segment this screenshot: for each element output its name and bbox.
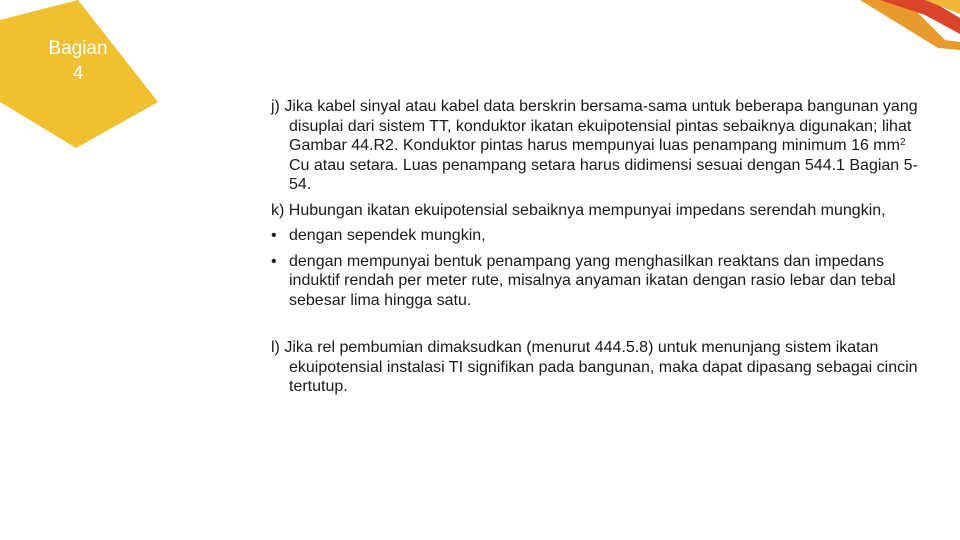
bullet-dot: • [271, 252, 277, 270]
paragraph-j [271, 97, 921, 195]
bullet-text: dengan mempunyai bentuk penampang yang menghasilkan reaktans dan impedans induktif rendah per meter rute, misalnya anyaman ikatan dengan rasio lebar dan tebal sebesar lima hingga satu. [289, 252, 896, 309]
badge-line-1: Bagian [48, 38, 108, 59]
body-text [271, 97, 921, 397]
section-badge [0, 0, 160, 150]
superscript-2: 2 [899, 137, 906, 148]
bullet-item [271, 226, 921, 246]
badge-label [24, 36, 132, 86]
bullet-dot: • [271, 227, 277, 244]
paragraph-j-text-2: Cu atau setara. Luas penampang setara harus didimensi sesuai dengan 544.1 Bagian 5-54. [289, 156, 918, 193]
paragraph-l: l) Jika rel pembumian dimaksudkan (menurut 444.5.8) untuk menunjang sistem ikatan ekuipotensial instalasi TI signifikan pada bangunan, maka dapat dipasang sebagai cincin tertutup. [271, 339, 918, 395]
bullet-text: dengan sependek mungkin, [289, 227, 486, 244]
paragraph-j-text-1: j) Jika kabel sinyal atau kabel data berskrin bersama-sama untuk beberapa bangunan yang disuplai dari sistem TT, konduktor ikatan ekuipotensial pintas sebaiknya digunakan; lihat Gambar 44.R2. Konduktor pintas harus mempunyai luas penampang minimum 16 mm [271, 98, 918, 154]
badge-line-2: 4 [72, 63, 84, 84]
bullet-item [271, 252, 921, 311]
paragraph-k: k) Hubungan ikatan ekuipotensial sebaiknya mempunyai impedans serendah mungkin, [271, 201, 886, 219]
